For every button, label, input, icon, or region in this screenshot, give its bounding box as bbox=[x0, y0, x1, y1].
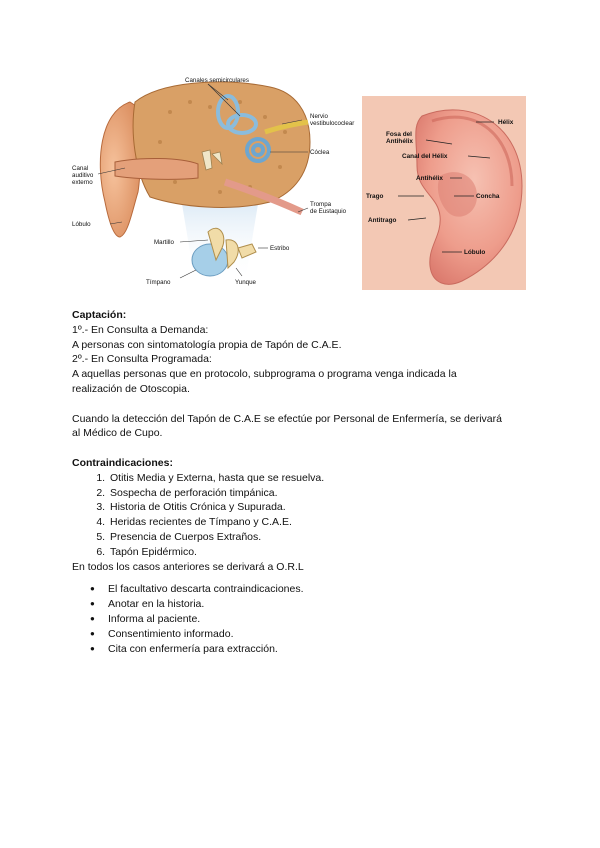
label-yunque: Yunque bbox=[235, 279, 256, 286]
captacion-line: 2º.- En Consulta Programada: bbox=[72, 353, 212, 366]
label-antitrago: Antitrago bbox=[368, 217, 397, 224]
contraindicaciones-heading: Contraindicaciones: bbox=[72, 456, 173, 469]
captacion-heading: Captación: bbox=[72, 309, 127, 321]
document-body bbox=[72, 308, 542, 656]
contraindicaciones-list bbox=[72, 471, 542, 560]
derivacion-orl: En todos los casos anteriores se derivará a O.R.L bbox=[72, 560, 304, 573]
label-fosa: Fosa del Antihélix bbox=[386, 131, 413, 145]
label-martillo: Martillo bbox=[154, 239, 174, 246]
derivacion-line: al Médico de Cupo. bbox=[72, 427, 163, 440]
list-item: 5. Presencia de Cuerpos Extraños. bbox=[108, 530, 542, 545]
list-item: ● Informa al paciente. bbox=[108, 612, 542, 627]
label-trago: Trago bbox=[366, 193, 384, 200]
list-item: 1. Otitis Media y Externa, hasta que se resuelva. bbox=[108, 471, 542, 486]
label-lobulo-ext: Lóbulo bbox=[464, 249, 486, 256]
inner-ear-diagram bbox=[70, 72, 355, 290]
label-canal-helix: Canal del Hélix bbox=[402, 153, 448, 160]
label-concha: Concha bbox=[476, 193, 500, 200]
label-canales: Canales semicirculares bbox=[185, 77, 249, 84]
list-item: 4. Heridas recientes de Tímpano y C.A.E. bbox=[108, 515, 542, 530]
label-lobulo: Lóbulo bbox=[72, 221, 91, 228]
list-item: ● Consentimiento informado. bbox=[108, 627, 542, 642]
label-canal-auditivo: Canal auditivo externo bbox=[72, 165, 94, 186]
label-antihelix: Antihélix bbox=[416, 175, 443, 182]
label-trompa: Trompa de Eustaquio bbox=[310, 201, 347, 215]
label-estribo: Estribo bbox=[270, 245, 290, 252]
pasos-list bbox=[72, 582, 542, 656]
list-item: ● Anotar en la historia. bbox=[108, 597, 542, 612]
label-helix: Hélix bbox=[498, 119, 514, 126]
list-item: 6. Tapón Epidérmico. bbox=[108, 545, 542, 560]
captacion-line: 1º.- En Consulta a Demanda: bbox=[72, 323, 209, 336]
list-item: ● El facultativo descarta contraindicaciones. bbox=[108, 582, 542, 597]
list-item: 2. Sospecha de perforación timpánica. bbox=[108, 486, 542, 501]
label-timpano: Tímpano bbox=[146, 279, 171, 286]
captacion-line: realización de Otoscopia. bbox=[72, 382, 190, 395]
captacion-line: A personas con sintomatología propia de Tapón de C.A.E. bbox=[72, 338, 342, 351]
captacion-line: A aquellas personas que en protocolo, subprograma o programa venga indicada la bbox=[72, 368, 457, 381]
derivacion-line: Cuando la detección del Tapón de C.A.E se efectúe por Personal de Enfermería, se derivará bbox=[72, 412, 502, 425]
ear-canal bbox=[115, 158, 198, 179]
label-coclea: Cóclea bbox=[310, 149, 330, 156]
label-nervio: Nervio vestibulococlear bbox=[310, 113, 355, 127]
list-item: 3. Historia de Otitis Crónica y Supurada. bbox=[108, 500, 542, 515]
list-item: ● Cita con enfermería para extracción. bbox=[108, 642, 542, 657]
outer-ear-diagram bbox=[362, 96, 526, 290]
